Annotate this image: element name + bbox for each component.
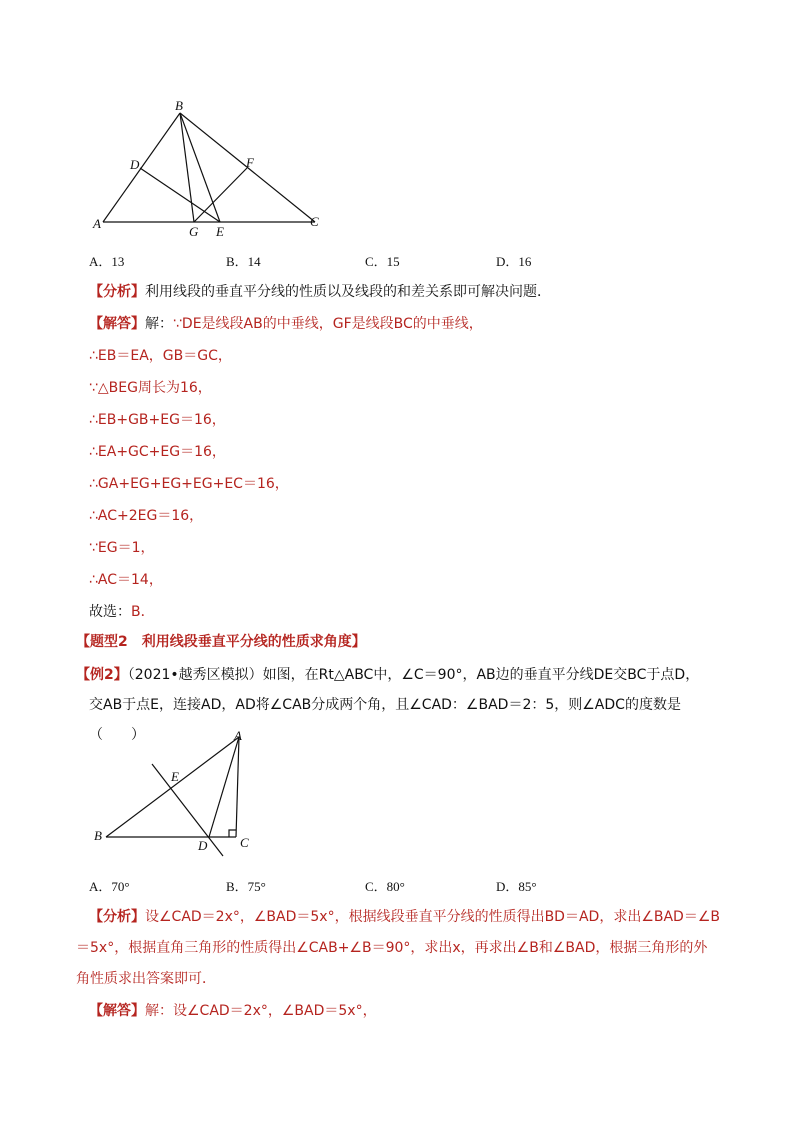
section-heading: 【题型2 利用线段垂直平分线的性质求角度】 (76, 634, 366, 650)
answer-step-6: ∴GA+EG+EG+EG+EC＝16， (89, 476, 289, 492)
fig2-label-C: C (240, 835, 249, 850)
q1-analysis (89, 282, 551, 302)
example2-line1 (76, 660, 736, 690)
figure-triangle-abc-1 (88, 95, 338, 240)
answer-step-8: ∵EG＝1， (89, 540, 155, 556)
fig2-label-D: D (198, 838, 208, 853)
analysis-text: 利用线段的垂直平分线的性质以及线段的和差关系即可解决问题． (145, 284, 551, 300)
q1-option-c[interactable]: C．15 (365, 254, 400, 269)
label-G: G (189, 224, 199, 239)
answer-step-7: ∴AC+2EG＝16， (89, 508, 204, 524)
answer-tag: 【解答】 (89, 316, 145, 332)
q2-option-b[interactable]: B．75° (226, 879, 266, 894)
label-E: E (216, 224, 224, 239)
label-F: F (246, 155, 254, 170)
fig2-label-E: E (171, 769, 179, 784)
q2-option-c[interactable]: C．80° (365, 879, 405, 894)
answer-intro: 解： (145, 316, 173, 332)
answer-step-1: ∵DE是线段AB的中垂线，GF是线段BC的中垂线， (173, 316, 483, 332)
q2-option-d[interactable]: D．85° (496, 879, 537, 894)
choice-value: B． (131, 604, 155, 620)
q1-option-b[interactable]: B．14 (226, 254, 261, 269)
example2-line2: 交AB于点E，连接AD，AD将∠CAB分成两个角，且∠CAD：∠BAD＝2：5，则∠ADC的度数是（ ） (89, 697, 681, 743)
label-C: C (310, 214, 319, 229)
example-text-1: （2021•越秀区模拟）如图，在Rt△ABC中，∠C＝90°，AB边的垂直平分线DE交BC于点D， (127, 667, 700, 683)
fig2-label-B: B (94, 828, 102, 843)
figure-right-triangle (88, 728, 268, 858)
q2-option-a[interactable]: A．70° (89, 879, 130, 894)
q2-analysis-line3: 角性质求出答案即可． (76, 971, 216, 987)
label-A: A (93, 216, 101, 231)
answer-step-4: ∴EB+GB+EG＝16， (89, 412, 226, 428)
q2-answer (89, 996, 729, 1026)
label-B: B (175, 98, 183, 113)
q2-answer-text: 解：设∠CAD＝2x°，∠BAD＝5x°， (145, 1003, 377, 1019)
answer-step-5: ∴EA+GC+EG＝16， (89, 444, 226, 460)
q2-analysis-tag: 【分析】 (89, 909, 145, 925)
q1-option-a[interactable]: A．13 (89, 254, 125, 269)
answer-step-9: ∴AC＝14， (89, 572, 163, 588)
example-tag: 【例2】 (76, 667, 128, 683)
choice-prefix: 故选： (89, 604, 131, 620)
label-D: D (130, 157, 140, 172)
answer-step-2: ∴EB＝EA，GB＝GC， (89, 348, 232, 364)
answer-step-3: ∵△BEG周长为16， (89, 380, 212, 396)
q1-option-d[interactable]: D．16 (496, 254, 532, 269)
q1-answer-intro (89, 314, 483, 334)
q2-analysis-text-1: 设∠CAD＝2x°，∠BAD＝5x°，根据线段垂直平分线的性质得出BD＝AD，求出∠BAD＝∠B (145, 909, 720, 925)
q2-analysis-line1 (89, 902, 729, 932)
q2-analysis-line2: ＝5x°，根据直角三角形的性质得出∠CAB+∠B＝90°，求出x，再求出∠B和∠BAD，根据三角形的外 (76, 940, 708, 956)
fig2-label-A: A (234, 728, 242, 743)
analysis-tag: 【分析】 (89, 284, 145, 300)
q2-answer-tag: 【解答】 (89, 1003, 145, 1019)
q1-choice (89, 602, 155, 622)
